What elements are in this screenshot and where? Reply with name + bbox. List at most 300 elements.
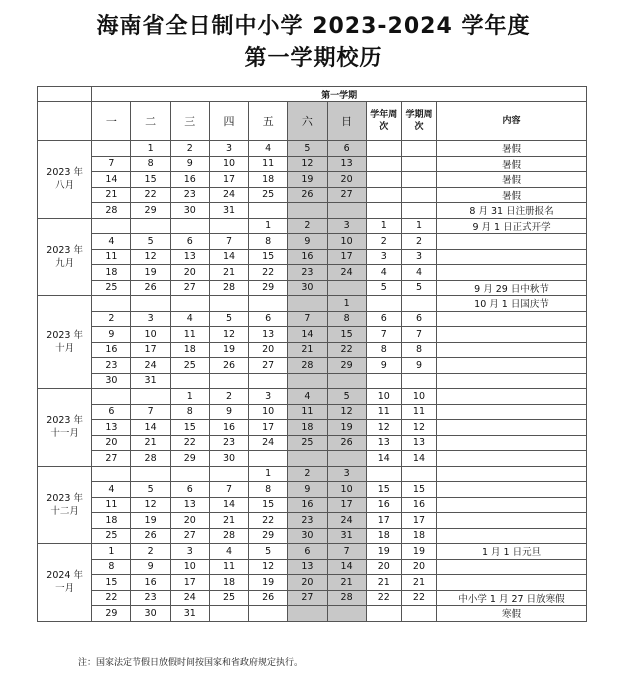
day-cell	[92, 389, 131, 405]
day-cell: 5	[209, 311, 248, 327]
content-cell: 暑假	[437, 156, 587, 172]
day-cell: 11	[288, 404, 327, 420]
week-row	[38, 296, 587, 312]
day-cell: 6	[327, 141, 366, 157]
content-header: 内容	[437, 102, 587, 141]
day-cell: 20	[327, 172, 366, 188]
day-cell: 30	[288, 280, 327, 296]
day-cell: 21	[327, 575, 366, 591]
week-row	[38, 249, 587, 265]
day-cell	[92, 466, 131, 482]
weekday-wed: 三	[170, 102, 209, 141]
content-cell: 9 月 1 日正式开学	[437, 218, 587, 234]
week-row	[38, 187, 587, 203]
content-cell	[437, 435, 587, 451]
day-cell: 29	[327, 358, 366, 374]
day-cell: 28	[288, 358, 327, 374]
school-week-cell: 19	[366, 544, 401, 560]
day-cell	[92, 296, 131, 312]
day-cell: 5	[249, 544, 288, 560]
day-cell: 8	[170, 404, 209, 420]
day-cell: 23	[92, 358, 131, 374]
day-cell: 7	[288, 311, 327, 327]
day-cell: 12	[327, 404, 366, 420]
content-cell: 1 月 1 日元旦	[437, 544, 587, 560]
day-cell: 4	[92, 482, 131, 498]
week-row	[38, 420, 587, 436]
day-cell: 31	[170, 606, 209, 622]
day-cell: 14	[288, 327, 327, 343]
day-cell: 7	[209, 234, 248, 250]
day-cell: 30	[170, 203, 209, 219]
content-cell	[437, 249, 587, 265]
day-cell: 1	[249, 218, 288, 234]
school-week-cell	[366, 141, 401, 157]
day-cell: 1	[92, 544, 131, 560]
school-week-cell: 22	[366, 590, 401, 606]
day-cell	[327, 451, 366, 467]
day-cell: 20	[92, 435, 131, 451]
semester-week-cell: 11	[401, 404, 436, 420]
day-cell: 12	[288, 156, 327, 172]
day-cell: 29	[249, 280, 288, 296]
month-year: 2023 年	[46, 492, 83, 504]
school-week-cell	[366, 606, 401, 622]
day-cell: 19	[327, 420, 366, 436]
content-cell: 寒假	[437, 606, 587, 622]
day-cell: 9	[92, 327, 131, 343]
month-year: 2023 年	[46, 167, 83, 179]
day-cell: 18	[249, 172, 288, 188]
day-cell: 2	[131, 544, 170, 560]
semester-week-cell: 1	[401, 218, 436, 234]
month-label	[38, 218, 92, 296]
semester-week-cell: 15	[401, 482, 436, 498]
day-cell: 2	[92, 311, 131, 327]
day-cell: 3	[209, 141, 248, 157]
day-cell: 1	[131, 141, 170, 157]
day-cell: 9	[170, 156, 209, 172]
day-cell: 31	[209, 203, 248, 219]
month-label	[38, 389, 92, 467]
day-cell	[288, 373, 327, 389]
content-cell	[437, 404, 587, 420]
day-cell: 9	[288, 234, 327, 250]
day-cell: 27	[288, 590, 327, 606]
school-week-cell: 16	[366, 497, 401, 513]
school-week-cell: 21	[366, 575, 401, 591]
day-cell: 13	[327, 156, 366, 172]
content-cell	[437, 234, 587, 250]
content-cell	[437, 358, 587, 374]
day-cell: 16	[170, 172, 209, 188]
day-cell: 22	[327, 342, 366, 358]
week-row	[38, 327, 587, 343]
day-cell	[170, 296, 209, 312]
content-cell	[437, 466, 587, 482]
content-cell	[437, 420, 587, 436]
day-cell: 28	[209, 528, 248, 544]
day-cell	[327, 606, 366, 622]
day-cell: 10	[249, 404, 288, 420]
footnote: 注：国家法定节假日放假时间按国家和省政府规定执行。	[78, 658, 304, 668]
semester-label: 第一学期	[92, 87, 587, 102]
semester-week-cell	[401, 466, 436, 482]
day-cell: 17	[131, 342, 170, 358]
day-cell: 4	[209, 544, 248, 560]
day-cell: 13	[170, 249, 209, 265]
school-week-cell: 18	[366, 528, 401, 544]
day-cell: 31	[131, 373, 170, 389]
day-cell	[249, 296, 288, 312]
month-name: 十二月	[50, 505, 79, 517]
month-year: 2023 年	[46, 330, 83, 341]
day-cell: 25	[92, 528, 131, 544]
weekday-tue: 二	[131, 102, 170, 141]
day-cell: 28	[131, 451, 170, 467]
weekday-thu: 四	[209, 102, 248, 141]
day-cell	[92, 141, 131, 157]
title-line-2: 第一学期校历	[244, 46, 383, 71]
school-week-cell: 2	[366, 234, 401, 250]
day-cell: 8	[131, 156, 170, 172]
week-row	[38, 342, 587, 358]
content-cell	[437, 389, 587, 405]
day-cell: 19	[131, 513, 170, 529]
day-cell: 13	[249, 327, 288, 343]
day-cell: 19	[131, 265, 170, 281]
day-cell: 22	[249, 265, 288, 281]
day-cell: 23	[288, 265, 327, 281]
day-cell: 27	[170, 528, 209, 544]
day-cell: 29	[92, 606, 131, 622]
month-name: 十月	[55, 343, 75, 354]
day-cell: 10	[327, 234, 366, 250]
day-cell	[209, 373, 248, 389]
day-cell: 24	[209, 187, 248, 203]
semester-week-cell	[401, 203, 436, 219]
week-row	[38, 590, 587, 606]
month-name: 八月	[55, 180, 75, 192]
semester-week-cell: 10	[401, 389, 436, 405]
day-cell: 11	[92, 249, 131, 265]
day-cell: 30	[288, 528, 327, 544]
day-cell: 31	[327, 528, 366, 544]
day-cell: 1	[170, 389, 209, 405]
day-cell: 25	[249, 187, 288, 203]
day-cell: 7	[327, 544, 366, 560]
month-name: 一月	[55, 583, 75, 595]
day-cell: 18	[209, 575, 248, 591]
day-cell: 5	[131, 482, 170, 498]
content-cell: 暑假	[437, 141, 587, 157]
day-cell: 17	[170, 575, 209, 591]
day-cell: 8	[249, 234, 288, 250]
semester-week-cell: 14	[401, 451, 436, 467]
week-row	[38, 141, 587, 157]
day-cell: 23	[170, 187, 209, 203]
day-cell: 16	[288, 497, 327, 513]
semester-week-cell: 4	[401, 265, 436, 281]
month-name: 九月	[55, 257, 75, 269]
day-cell: 22	[92, 590, 131, 606]
day-cell: 17	[249, 420, 288, 436]
content-cell: 9 月 29 日中秋节	[437, 280, 587, 296]
day-cell: 12	[209, 327, 248, 343]
weekday-sat: 六	[288, 102, 327, 141]
day-cell: 30	[131, 606, 170, 622]
day-cell: 15	[249, 497, 288, 513]
day-cell	[131, 389, 170, 405]
day-cell: 23	[131, 590, 170, 606]
semester-week-cell: 20	[401, 559, 436, 575]
semester-week-cell: 22	[401, 590, 436, 606]
day-cell: 27	[170, 280, 209, 296]
day-cell: 13	[288, 559, 327, 575]
day-cell: 26	[288, 187, 327, 203]
day-cell	[209, 606, 248, 622]
week-row	[38, 575, 587, 591]
semester-week-cell: 21	[401, 575, 436, 591]
day-cell: 20	[288, 575, 327, 591]
content-cell	[437, 528, 587, 544]
month-name: 十一月	[50, 428, 79, 440]
day-cell: 26	[209, 358, 248, 374]
day-cell: 24	[170, 590, 209, 606]
content-cell	[437, 327, 587, 343]
day-cell: 6	[170, 234, 209, 250]
day-cell: 5	[131, 234, 170, 250]
day-cell: 14	[131, 420, 170, 436]
day-cell: 29	[170, 451, 209, 467]
day-cell: 17	[327, 497, 366, 513]
day-cell	[92, 218, 131, 234]
semester-week-header: 学期周次	[401, 102, 436, 141]
school-week-cell	[366, 172, 401, 188]
day-cell: 21	[288, 342, 327, 358]
month-year: 2023 年	[46, 415, 83, 427]
content-cell	[437, 311, 587, 327]
day-cell: 27	[249, 358, 288, 374]
content-cell	[437, 373, 587, 389]
day-cell: 28	[209, 280, 248, 296]
week-row	[38, 451, 587, 467]
day-cell: 29	[249, 528, 288, 544]
day-cell: 1	[327, 296, 366, 312]
school-week-cell	[366, 373, 401, 389]
day-cell: 11	[170, 327, 209, 343]
day-cell	[170, 218, 209, 234]
day-cell	[288, 296, 327, 312]
day-cell: 15	[170, 420, 209, 436]
semester-week-cell	[401, 187, 436, 203]
school-week-cell: 10	[366, 389, 401, 405]
day-cell: 14	[327, 559, 366, 575]
day-cell: 24	[327, 513, 366, 529]
day-cell: 28	[327, 590, 366, 606]
day-cell: 7	[92, 156, 131, 172]
day-cell: 30	[92, 373, 131, 389]
day-cell: 3	[131, 311, 170, 327]
content-cell: 中小学 1 月 27 日放寒假	[437, 590, 587, 606]
day-cell	[209, 466, 248, 482]
content-cell	[437, 342, 587, 358]
day-cell: 5	[288, 141, 327, 157]
week-row	[38, 528, 587, 544]
day-cell	[327, 373, 366, 389]
week-row	[38, 404, 587, 420]
week-row	[38, 497, 587, 513]
semester-week-cell: 8	[401, 342, 436, 358]
day-cell	[131, 296, 170, 312]
content-cell: 暑假	[437, 172, 587, 188]
day-cell: 2	[288, 466, 327, 482]
weekday-header-row	[38, 102, 587, 141]
day-cell: 30	[209, 451, 248, 467]
day-cell: 20	[249, 342, 288, 358]
day-cell: 4	[92, 234, 131, 250]
semester-week-cell: 3	[401, 249, 436, 265]
day-cell: 10	[327, 482, 366, 498]
day-cell	[288, 606, 327, 622]
day-cell: 11	[249, 156, 288, 172]
day-cell: 25	[209, 590, 248, 606]
school-calendar-table	[37, 86, 587, 622]
day-cell	[170, 373, 209, 389]
day-cell: 15	[249, 249, 288, 265]
day-cell: 29	[131, 203, 170, 219]
semester-week-cell: 19	[401, 544, 436, 560]
day-cell: 22	[170, 435, 209, 451]
content-cell: 8 月 31 日注册报名	[437, 203, 587, 219]
day-cell: 27	[327, 187, 366, 203]
day-cell: 2	[288, 218, 327, 234]
school-week-cell	[366, 156, 401, 172]
day-cell: 12	[131, 497, 170, 513]
week-row	[38, 606, 587, 622]
school-week-cell: 4	[366, 265, 401, 281]
month-label	[38, 141, 92, 219]
month-label	[38, 296, 92, 389]
weekday-mon: 一	[92, 102, 131, 141]
day-cell	[327, 280, 366, 296]
school-week-cell: 6	[366, 311, 401, 327]
day-cell: 7	[209, 482, 248, 498]
day-cell: 18	[92, 513, 131, 529]
day-cell: 9	[288, 482, 327, 498]
week-row	[38, 435, 587, 451]
day-cell: 18	[92, 265, 131, 281]
day-cell	[249, 606, 288, 622]
day-cell: 9	[209, 404, 248, 420]
school-week-cell: 5	[366, 280, 401, 296]
day-cell	[209, 296, 248, 312]
day-cell: 24	[131, 358, 170, 374]
day-cell: 16	[92, 342, 131, 358]
content-cell	[437, 265, 587, 281]
content-cell	[437, 559, 587, 575]
day-cell: 6	[92, 404, 131, 420]
day-cell: 13	[92, 420, 131, 436]
day-cell: 24	[249, 435, 288, 451]
semester-week-cell: 12	[401, 420, 436, 436]
day-cell: 27	[92, 451, 131, 467]
semester-week-cell: 9	[401, 358, 436, 374]
day-cell: 6	[288, 544, 327, 560]
semester-week-cell: 2	[401, 234, 436, 250]
day-cell: 25	[288, 435, 327, 451]
day-cell: 1	[249, 466, 288, 482]
day-cell: 23	[288, 513, 327, 529]
day-cell: 15	[327, 327, 366, 343]
day-cell	[170, 466, 209, 482]
title-line-1: 海南省全日制中小学 2023-2024 学年度	[96, 14, 531, 39]
school-week-header: 学年周次	[366, 102, 401, 141]
semester-week-cell: 17	[401, 513, 436, 529]
day-cell: 14	[92, 172, 131, 188]
day-cell: 9	[131, 559, 170, 575]
week-row	[38, 156, 587, 172]
weekday-fri: 五	[249, 102, 288, 141]
day-cell: 15	[131, 172, 170, 188]
month-year: 2024 年	[46, 570, 83, 582]
day-cell: 19	[288, 172, 327, 188]
week-row	[38, 389, 587, 405]
day-cell: 20	[170, 265, 209, 281]
day-cell: 18	[288, 420, 327, 436]
school-week-cell: 1	[366, 218, 401, 234]
school-week-cell	[366, 203, 401, 219]
day-cell: 22	[249, 513, 288, 529]
content-cell	[437, 482, 587, 498]
day-cell: 16	[209, 420, 248, 436]
day-cell	[131, 466, 170, 482]
semester-week-cell	[401, 606, 436, 622]
day-cell: 4	[249, 141, 288, 157]
day-cell: 26	[131, 280, 170, 296]
content-cell	[437, 497, 587, 513]
semester-week-cell	[401, 141, 436, 157]
corner-cell	[38, 87, 92, 102]
day-cell: 24	[327, 265, 366, 281]
day-cell: 5	[327, 389, 366, 405]
month-year: 2023 年	[46, 244, 83, 256]
school-week-cell	[366, 187, 401, 203]
day-cell	[209, 218, 248, 234]
day-cell: 23	[209, 435, 248, 451]
month-col-header	[38, 102, 92, 141]
school-week-cell: 20	[366, 559, 401, 575]
content-cell	[437, 575, 587, 591]
semester-week-cell	[401, 373, 436, 389]
week-row	[38, 203, 587, 219]
semester-week-cell	[401, 296, 436, 312]
day-cell: 2	[170, 141, 209, 157]
day-cell: 19	[209, 342, 248, 358]
day-cell: 12	[131, 249, 170, 265]
day-cell: 3	[327, 218, 366, 234]
month-label	[38, 466, 92, 544]
school-week-cell	[366, 296, 401, 312]
day-cell: 3	[170, 544, 209, 560]
week-row	[38, 358, 587, 374]
day-cell: 22	[131, 187, 170, 203]
school-week-cell	[366, 466, 401, 482]
day-cell	[249, 203, 288, 219]
content-cell: 暑假	[437, 187, 587, 203]
day-cell: 26	[131, 528, 170, 544]
day-cell: 28	[92, 203, 131, 219]
